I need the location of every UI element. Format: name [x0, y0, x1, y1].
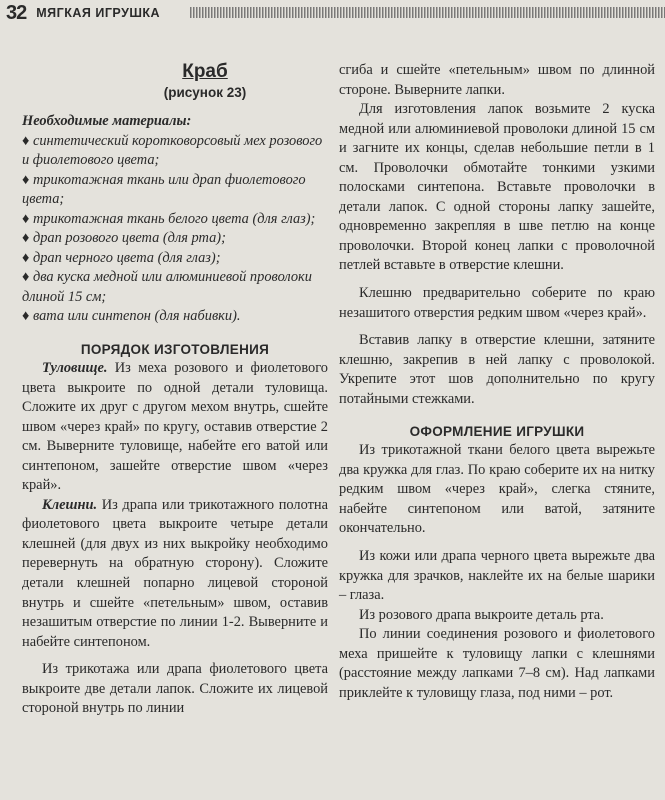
list-item: ♦ синтетический коротковорсовый мех розового и фиолетового цвета; — [22, 132, 323, 169]
page-number: 32 — [6, 1, 27, 24]
list-item: ♦ трикотажная ткань белого цвета (для глаз); — [22, 210, 316, 227]
paragraph: Вставив лапку в отверстие клешни, затяните клешню, закрепив в ней лапку с проволокой. Укрепите этот шов дополнительно по кругу потайными стежками. — [339, 332, 655, 407]
paragraph: Из кожи или драпа черного цвета вырежьте два кружка для зрачков, наклейте их на белые шарики – глаза. — [339, 548, 655, 604]
right-column — [339, 61, 655, 703]
paragraph: сгиба и сшейте «петельным» швом по длинной стороне. Выверните лапки. — [339, 62, 655, 98]
paragraph: Клешню предварительно соберите по краю незашитого отверстия редким швом «через край». — [339, 285, 655, 321]
page-header — [0, 0, 665, 26]
legs-paragraph: Из трикотажа или драпа фиолетового цвета выкроите две детали лапок. Сложите их лицевой стороной внутрь по линии — [22, 661, 328, 717]
left-column — [22, 60, 328, 719]
list-item: ♦ драп черного цвета (для глаз); — [22, 249, 221, 266]
running-title: МЯГКАЯ ИГРУШКА — [36, 6, 161, 20]
torso-text: Из меха розового и фиолетового цвета выкроите по одной детали туловища. Сложите их друг с другом мехом внутрь, сшейте швом «через край» по кругу, оставив отверстие 2 см. Выверните туловище, набейте его ватой или синтепоном, зашейте отверстие швом «через край». — [22, 360, 328, 494]
list-item: ♦ два куска медной или алюминиевой проволоки длиной 15 см; — [22, 269, 312, 305]
header-hatch-rule — [190, 7, 665, 18]
article-title: Краб — [182, 61, 228, 82]
decoration-heading: ОФОРМЛЕНИЕ ИГРУШКИ — [409, 424, 585, 440]
list-item: ♦ драп розового цвета (для рта); — [22, 230, 226, 247]
list-item: ♦ вата или синтепон (для набивки). — [22, 308, 241, 325]
torso-lead: Туловище. — [42, 360, 108, 377]
paragraph: Из розового драпа выкроите деталь рта. — [359, 606, 604, 623]
claws-lead: Клешни. — [42, 496, 98, 513]
claws-paragraph — [22, 496, 328, 652]
paragraph: Для изготовления лапок возьмите 2 куска медной или алюминиевой проволоки длиной 15 см и загните их концы, сделав небольшие петли в 1 см. Проволочки обмотайте тонкими узкими полосками синтепона. Вставьте проволочки в детали лапок. С одной стороны лапку зашейте, одновременно закрепляя в шве петлю на конце проволочки. Второй конец лапки с проволочной петлей вставьте в отверстие клешни. — [339, 101, 655, 274]
list-item: ♦ трикотажная ткань или драп фиолетового цвета; — [22, 171, 306, 208]
torso-paragraph — [22, 359, 328, 496]
claws-text: Из драпа или трикотажного полотна фиолетового цвета выкроите четыре детали клешней (для двух из них выкройку необходимо перевернуть на обратную сторону). Сложите детали клешней попарно лицевой стороной внутрь и сшейте «петельным» швом, оставив незашитым отверстие по линии 1-2. Выверните и набейте синтепоном. — [22, 496, 328, 650]
figure-reference: (рисунок 23) — [163, 85, 247, 100]
paragraph: По линии соединения розового и фиолетового меха пришейте к туловищу лапки с клешнями (расстояние между лапками 7–8 см). Над лапками приклейте к туловищу глаза, под ними – рот. — [339, 626, 655, 701]
paragraph: Из трикотажной ткани белого цвета вырежьте два кружка для глаз. По краю соберите их на нитку редким швом «через край», слегка стяните, набейте синтепоном или ватой, затяните окончательно. — [339, 442, 655, 537]
procedure-heading: ПОРЯДОК ИЗГОТОВЛЕНИЯ — [80, 342, 270, 358]
materials-list — [22, 132, 328, 327]
materials-heading: Необходимые материалы: — [22, 113, 192, 129]
